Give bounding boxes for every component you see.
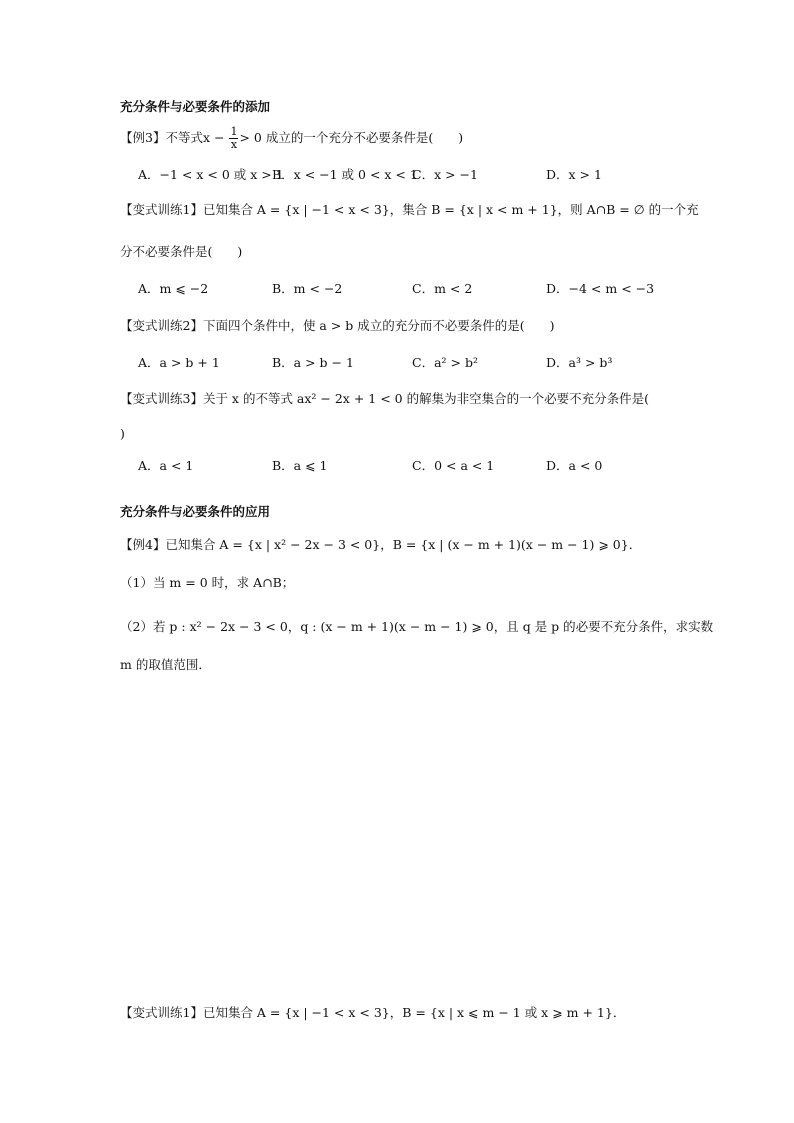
variant-1-option-b: B．m < −2 [272,281,343,296]
example-3-option-a: A．−1 < x < 0 或 x > 1 [138,167,284,182]
variant-1-stem-line1: 【变式训练1】已知集合 A = {x | −1 < x < 3}，集合 B = {x | x < m + 1}，则 A∩B = ∅ 的一个充 [120,202,699,217]
example-4-stem: 【例4】已知集合 A = {x | x² − 2x − 3 < 0}，B = {x | (x − m + 1)(x − m − 1) ⩾ 0}． [120,537,642,552]
variant-3-option-d: D．a < 0 [546,458,603,473]
example-3-option-d: D．x > 1 [546,167,602,182]
section-heading-2: 充分条件与必要条件的应用 [120,504,271,519]
section-heading-1: 充分条件与必要条件的添加 [120,99,271,114]
example-4-question-2-line1: （2）若 p : x² − 2x − 3 < 0，q : (x − m + 1)(x − m − 1) ⩾ 0，且 q 是 p 的必要不充分条件，求实数 [120,619,714,634]
variant-3-stem-line2: ) [120,426,125,441]
example-3-stem-end: > 0 成立的一个充分不必要条件是( ) [239,130,464,145]
variant-2-stem: 【变式训练2】下面四个条件中，使 a > b 成立的充分而不必要条件的是( ) [120,318,555,333]
example-3-label: 【例3】不等式 [120,130,203,145]
variant-1-stem-line2: 分不必要条件是( ) [120,244,243,259]
variant-2-option-c: C．a² > b² [412,355,478,370]
variant-2-option-d: D．a³ > b³ [546,355,613,370]
variant-3-stem-line1: 【变式训练3】关于 x 的不等式 ax² − 2x + 1 < 0 的解集为非空集合的一个必要不充分条件是( [120,391,649,406]
variant-1-option-d: D．−4 < m < −3 [546,281,655,296]
example-3-option-b: B．x < −1 或 0 < x < 1 [272,167,418,182]
example-3-option-c: C．x > −1 [412,167,478,182]
variant-3-option-c: C．0 < a < 1 [412,458,495,473]
example-3-expr: x − [202,130,229,145]
example-4-question-2-line2: m 的取值范围． [120,657,211,672]
fraction-denominator: x [230,138,238,151]
variant-2-option-a: A．a > b + 1 [138,355,220,370]
variant-1-option-a: A．m ⩽ −2 [138,281,209,296]
example-4-question-1: （1）当 m = 0 时，求 A∩B； [120,575,295,590]
variant-2-option-b: B．a > b − 1 [272,355,354,370]
variant-3-option-a: A．a < 1 [138,458,194,473]
fraction-numerator: 1 [230,125,238,138]
variant-1-option-c: C．m < 2 [412,281,473,296]
variant-3-option-b: B．a ⩽ 1 [272,458,328,473]
example-3-stem [120,126,463,151]
fraction-1-over-x [229,126,238,151]
variant-1b-stem: 【变式训练1】已知集合 A = {x | −1 < x < 3}，B = {x | x ⩽ m − 1 或 x ⩾ m + 1}． [120,1005,626,1020]
